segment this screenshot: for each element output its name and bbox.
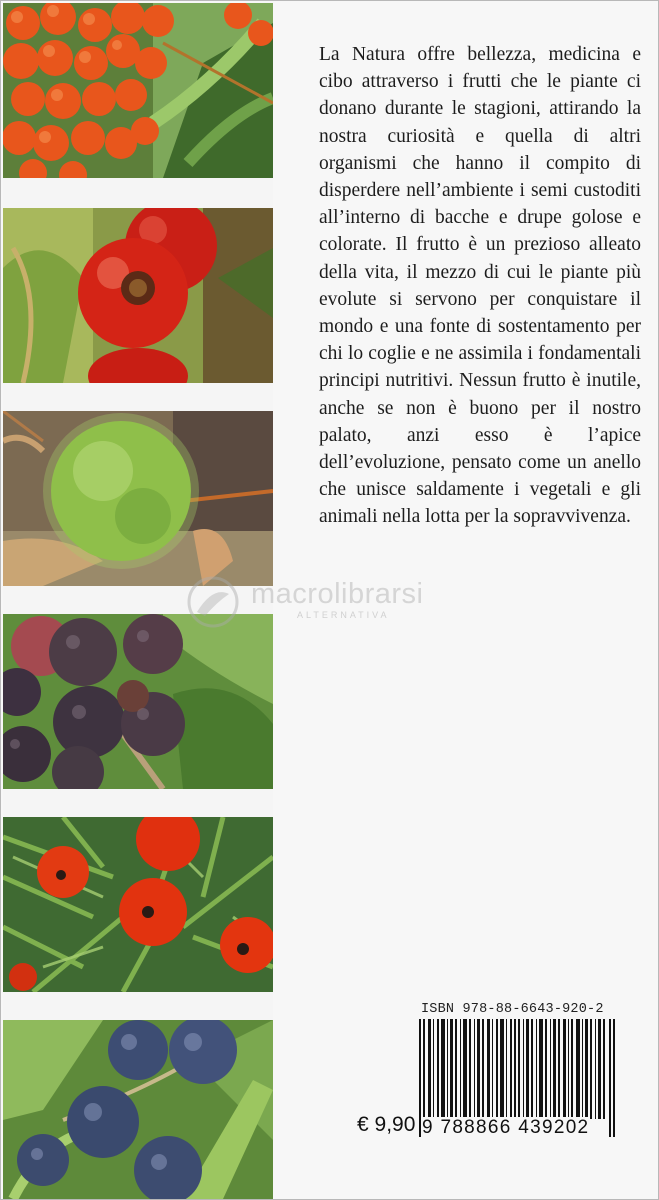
photo-column: [3, 3, 273, 1199]
photo-green-spiny-fruit: [3, 411, 273, 586]
watermark-brand: macrolibrarsi: [251, 578, 424, 610]
photo-dark-drupes: [3, 614, 273, 789]
price: € 9,90: [357, 1113, 416, 1136]
back-cover-blurb: [319, 41, 641, 531]
photo-orange-berries: [3, 3, 273, 178]
blurb-text: La Natura offre bellezza, medicina e cibo attraverso i frutti che le piante ci donano durante le stagioni, attirando la nostra curiosità e quella di altri organismi che hanno il compito di disperdere nell’ambiente i semi custoditi all’interno di bacche e drupe golose e colorate. Il frutto è un prezioso alleato della vita, il mezzo di cui le piante più evolute si servono per conquistare il mondo e una fonte di sostentamento per chi lo coglie e ne assimila i fondamentali principi nutritivi. Nessun frutto è inutile, anche se non è buono per il nostro palato, anzi esso è l’apice dell’evoluzione, pensato come un anello che unisce saldamente i vegetali e gli animali nella lotta per la sopravvivenza.: [319, 44, 641, 528]
photo-yew-arils: [3, 817, 273, 992]
watermark-tagline: ALTERNATIVA: [297, 610, 390, 620]
photo-red-hawthorn: [3, 208, 273, 383]
barcode-number: 9 788866 439202: [422, 1117, 590, 1138]
isbn-label: ISBN 978-88-6643-920-2: [421, 1002, 604, 1017]
photo-blue-sloe: [3, 1020, 273, 1199]
